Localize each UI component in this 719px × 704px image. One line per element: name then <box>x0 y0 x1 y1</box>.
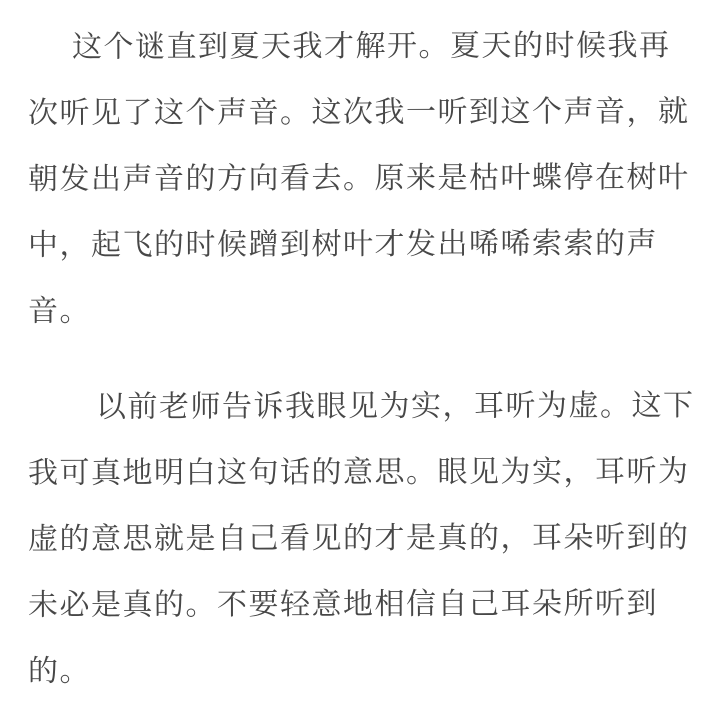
text-line: 朝发出声音的方向看去。原来是枯叶蝶停在树叶 <box>27 160 690 197</box>
text-line: 未必是真的。不要轻意地相信自己耳朵所听到 <box>27 586 659 623</box>
text-line: 次听见了这个声音。这次我一听到这个声音，就 <box>27 94 690 131</box>
paragraph-riddle-solved <box>28 14 695 344</box>
text-line: 中，起飞的时候蹭到树叶才发出唏唏索索的声 <box>27 226 659 263</box>
text-line: 音。 <box>27 293 92 329</box>
text-line: 以前老师告诉我眼见为实，耳听为虚。这下 <box>95 388 695 425</box>
text-line: 虚的意思就是自己看见的才是真的，耳朵听到的 <box>27 520 690 557</box>
paragraph-seeing-is-believing <box>28 374 695 704</box>
text-line: 我可真地明白这句话的意思。眼见为实，耳听为 <box>27 454 690 491</box>
text-line: 这个谜直到夏天我才解开。夏天的时候我再 <box>71 28 671 65</box>
text-line: 的。 <box>27 653 92 689</box>
